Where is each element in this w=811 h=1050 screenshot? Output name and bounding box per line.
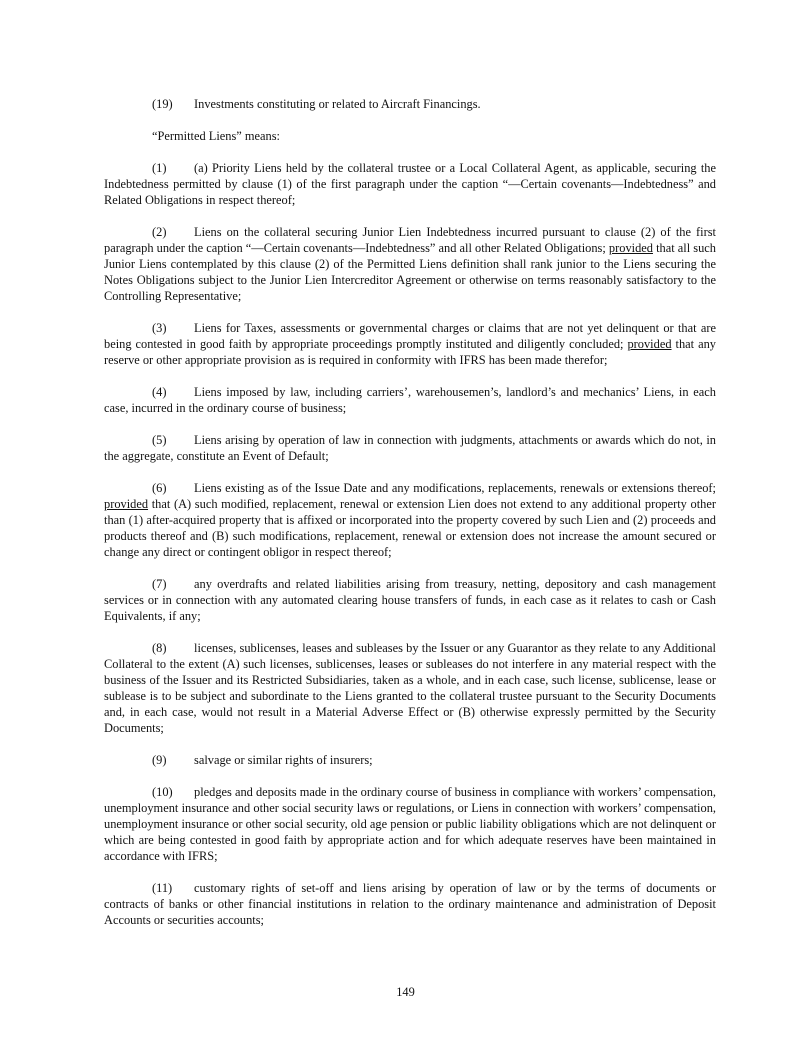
clause-number: (1)	[152, 161, 167, 175]
clause-text-post: that all such Junior Liens contemplated by this clause (2) of the Permitted Liens definition shall rank junior to the Liens securing the Notes Obligations subject to the Junior Lien Intercreditor Agreement or otherwise on terms reasonably satisfactory to the Controlling Representative;	[104, 241, 716, 303]
clause-number: (4)	[152, 385, 167, 399]
clause-2	[104, 224, 716, 304]
clause-number: (7)	[152, 577, 167, 591]
clause-text-pre: Liens for Taxes, assessments or governmental charges or claims that are not yet delinquent or that are being contested in good faith by appropriate proceedings promptly instituted and diligently concluded;	[104, 321, 716, 351]
provided-underlined: provided	[608, 241, 653, 255]
clause-number: (10)	[152, 785, 173, 799]
document-page	[104, 96, 716, 928]
clause-8	[104, 640, 716, 736]
clause-text: Liens imposed by law, including carriers’, warehousemen’s, landlord’s and mechanics’ Liens, in each case, incurred in the ordinary course of business;	[104, 385, 716, 415]
clause-text-pre: Liens existing as of the Issue Date and any modifications, replacements, renewals or extensions thereof;	[194, 481, 716, 495]
clause-10	[104, 784, 716, 864]
clause-3	[104, 320, 716, 368]
clause-text: customary rights of set-off and liens arising by operation of law or by the terms of documents or contracts of banks or other financial institutions in relation to the ordinary maintenance and administration of Deposit Accounts or securities accounts;	[104, 881, 716, 927]
clause-text-pre: Liens on the collateral securing Junior Lien Indebtedness incurred pursuant to clause (2) of the first paragraph under the caption “—Certain covenants—Indebtedness” and all other Related Obligations;	[104, 225, 716, 255]
definition-heading-text: “Permitted Liens” means:	[152, 129, 280, 143]
clause-text: (a) Priority Liens held by the collateral trustee or a Local Collateral Agent, as applicable, securing the Indebtedness permitted by clause (1) of the first paragraph under the caption “—Certain covenants—Indebtedness” and Related Obligations in respect thereof;	[104, 161, 716, 207]
clause-1	[104, 160, 716, 208]
clause-number: (5)	[152, 433, 167, 447]
clause-text: licenses, sublicenses, leases and subleases by the Issuer or any Guarantor as they relate to any Additional Collateral to the extent (A) such licenses, sublicenses, leases or subleases do not interfere in any material respect with the business of the Issuer and its Restricted Subsidiaries, taken as a whole, and in each case, such license, sublicense, lease or sublease is to be subject and subordinate to the Liens granted to the collateral trustee pursuant to the Security Documents and, in each case, would not result in a Material Adverse Effect or (B) otherwise expressly permitted by the Security Documents;	[104, 641, 716, 735]
provided-underlined: provided	[627, 337, 672, 351]
clause-number: (8)	[152, 641, 167, 655]
clause-text: Liens arising by operation of law in connection with judgments, attachments or awards which do not, in the aggregate, constitute an Event of Default;	[104, 433, 716, 463]
clause-number: (11)	[152, 881, 173, 895]
page-number: 149	[396, 985, 415, 999]
clause-number: (3)	[152, 321, 167, 335]
clause-7	[104, 576, 716, 624]
provided-underlined: provided	[104, 497, 149, 511]
permitted-liens-heading	[104, 128, 716, 144]
clause-19	[104, 96, 716, 112]
clause-number: (6)	[152, 481, 167, 495]
clause-text-post: that (A) such modified, replacement, renewal or extension Lien does not extend to any additional property other than (1) after-acquired property that is affixed or incorporated into the property covered by such Lien and (2) proceeds and products thereof and (B) such modifications, replacement, renewal or extension does not increase the amount secured or change any direct or contingent obligor in respect thereof;	[104, 497, 716, 559]
clause-5	[104, 432, 716, 464]
clause-text: any overdrafts and related liabilities arising from treasury, netting, depository and cash management services or in connection with any automated clearing house transfers of funds, in each case as it relates to cash or Cash Equivalents, if any;	[104, 577, 716, 623]
clause-number: (19)	[152, 97, 173, 111]
clause-text: salvage or similar rights of insurers;	[194, 753, 373, 767]
clause-4	[104, 384, 716, 416]
clause-number: (9)	[152, 753, 167, 767]
clause-number: (2)	[152, 225, 167, 239]
clause-9	[104, 752, 716, 768]
clause-text: Investments constituting or related to Aircraft Financings.	[194, 97, 481, 111]
clause-11	[104, 880, 716, 928]
clause-6	[104, 480, 716, 560]
clause-text: pledges and deposits made in the ordinary course of business in compliance with workers’ compensation, unemployment insurance and other social security laws or regulations, or Liens in connection with workers’ compensation, unemployment insurance or other social security, old age pension or public liability obligations which are not delinquent or which are being contested in good faith by appropriate action and for which adequate reserves have been maintained in accordance with IFRS;	[104, 785, 716, 863]
clause-text-post: that any reserve or other appropriate provision as is required in conformity with IFRS has been made therefor;	[104, 337, 716, 367]
